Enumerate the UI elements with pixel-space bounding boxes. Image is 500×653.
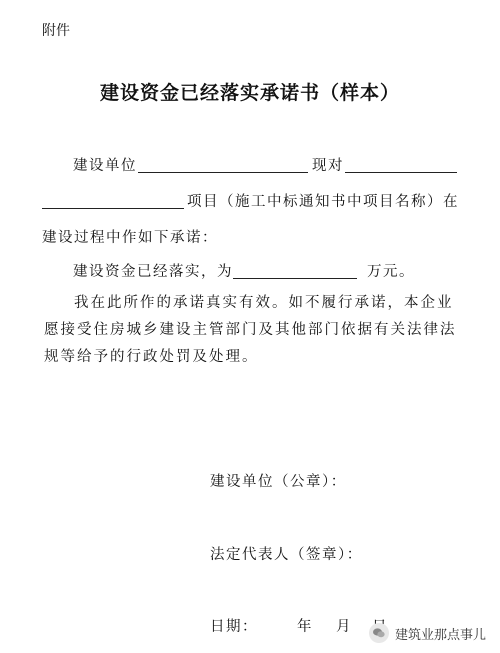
watermark-text: 建筑业那点事儿 [394, 627, 486, 643]
legal-rep-label: 法定代表人（签章）： [210, 547, 363, 563]
line2-suffix: 项目（施工中标通知书中项目名称）在 [187, 194, 459, 210]
watermark [369, 623, 486, 643]
project-name-blank[interactable] [42, 208, 184, 209]
date-label: 日期： [210, 619, 258, 635]
line4-suffix: 万元。 [367, 264, 415, 280]
wechat-logo-icon [369, 623, 389, 643]
date-year: 年 [297, 619, 313, 635]
line1-prefix: 建设单位 [73, 158, 137, 174]
commitment-paragraph: 我在此所作的承诺真实有效。如不履行承诺，本企业愿接受住房城乡建设主管部门及其他部门依据有关法律法规等给予的行政处罚及处理。 [44, 295, 457, 365]
document-title: 建设资金已经落实承诺书（样本） [99, 82, 400, 104]
construction-unit-blank[interactable] [138, 172, 308, 173]
attachment-label: 附件 [42, 23, 70, 39]
amount-blank[interactable] [233, 278, 357, 279]
unit-seal-label: 建设单位（公章）： [210, 474, 347, 490]
line1-mid: 现对 [312, 158, 344, 174]
line4-prefix: 建设资金已经落实，为 [73, 264, 233, 280]
date-month: 月 [336, 619, 352, 635]
line3-text: 建设过程中作如下承诺： [42, 230, 218, 246]
project-intro-blank[interactable] [345, 172, 457, 173]
